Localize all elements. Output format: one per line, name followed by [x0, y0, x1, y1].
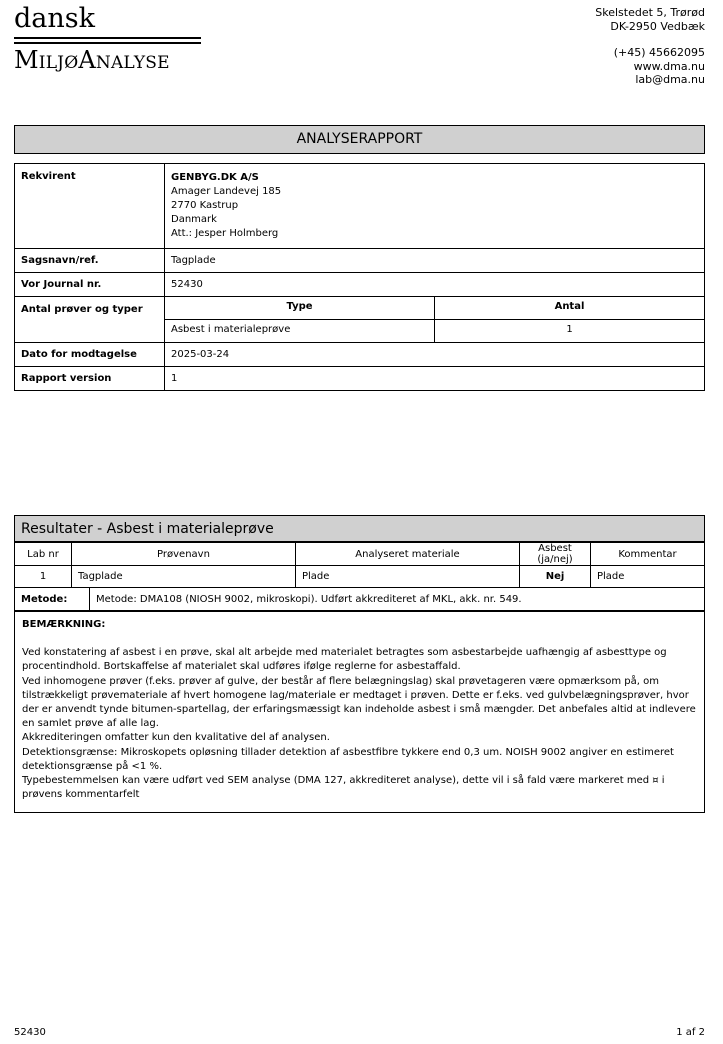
client-line: Att.: Jesper Holmberg — [171, 228, 279, 239]
remark-paragraph: Akkrediteringen omfatter kun den kvalitative del af analysen. — [22, 732, 330, 744]
received-label: Dato for modtagelse — [15, 343, 165, 367]
sample-count: 1 — [566, 324, 573, 335]
samples-count-header: Antal — [435, 297, 705, 320]
logo-line-dansk: dansk — [14, 3, 95, 34]
sample-type: Asbest i materialeprøve — [165, 320, 435, 343]
version-value: 1 — [165, 367, 705, 391]
samples-label: Antal prøver og typer — [15, 297, 165, 343]
cell-sample-name: Tagplade — [72, 566, 296, 588]
logo-rule — [14, 37, 201, 39]
case-value: Tagplade — [165, 249, 705, 273]
journal-value: 52430 — [165, 273, 705, 297]
col-sample-name: Prøvenavn — [72, 543, 296, 566]
remarks-title: BEMÆRKNING: — [22, 619, 106, 630]
footer-journal: 52430 — [14, 1027, 46, 1038]
journal-label: Vor Journal nr. — [15, 273, 165, 297]
samples-table — [165, 297, 704, 342]
case-label: Sagsnavn/ref. — [15, 249, 165, 273]
remark-paragraph: Detektionsgrænse: Mikroskopets opløsning tillader detektion af asbestfibre tykkere end 0,3 um. NOISH 9002 angiver en estimeret detektionsgrænse på <1 %. — [22, 746, 674, 772]
client-line: Amager Landevej 185 — [171, 186, 282, 197]
address-line-2: DK-2950 Vedbæk — [610, 19, 705, 33]
website-link[interactable]: www.dma.nu — [633, 59, 705, 73]
client-line: GENBYG.DK A/S — [171, 172, 259, 183]
method-value: Metode: DMA108 (NIOSH 9002, mikroskopi). Udført akkrediteret af MKL, akk. nr. 549. — [90, 588, 705, 612]
method-table — [14, 587, 705, 612]
client-value — [165, 164, 705, 249]
address-line-1: Skelstedet 5, Trørød — [595, 6, 705, 19]
company-logo — [14, 4, 204, 73]
samples-cell — [165, 297, 705, 343]
cell-comment: Plade — [591, 566, 705, 588]
remark-paragraph: Ved konstatering af asbest i en prøve, skal alt arbejde med materialet betragtes som asbestarbejde uafhængig af asbesttype og procentindhold. Bortskaffelse af materialet skal udføres ifølge reglerne for asbestaffald. — [22, 647, 667, 673]
cell-lab-nr: 1 — [15, 566, 72, 588]
info-table — [14, 163, 705, 391]
col-lab-nr: Lab nr — [15, 543, 72, 566]
logo-line-miljoanalyse: MiljøAnalyse — [14, 46, 170, 74]
email-link[interactable]: lab@dma.nu — [635, 73, 705, 86]
contact-block — [595, 6, 705, 87]
results-title: Resultater - Asbest i materialeprøve — [14, 515, 705, 542]
col-asbestos: Asbest (ja/nej) — [520, 543, 591, 566]
version-label: Rapport version — [15, 367, 165, 391]
received-value: 2025-03-24 — [165, 343, 705, 367]
report-title: ANALYSERAPPORT — [14, 125, 705, 154]
footer-page: 1 af 2 — [676, 1027, 705, 1038]
client-line: Danmark — [171, 214, 217, 225]
cell-material: Plade — [296, 566, 520, 588]
results-table — [14, 542, 705, 588]
remark-paragraph: Typebestemmelsen kan være udført ved SEM analyse (DMA 127, akkrediteret analyse), dette vil i så fald være markeret med ¤ i prøvens kommentarfelt — [22, 775, 665, 801]
remark-paragraph: Ved inhomogene prøver (f.eks. prøver af gulve, der består af flere belægningslag) skal prøvetageren være opmærksom på, om tilstrækkeligt prøvemateriale af hvert homogene lag/materiale er medtaget i prøven. Dette er f.eks. ved gulvbelægningsprøver, hvor der er anvendt tynde bitumen-spartellag, der erfaringsmæssigt kan indeholde asbest i små mængder. Det anbefales altid at indlevere en samlet prøve af alle lag. — [22, 675, 696, 730]
client-label: Rekvirent — [15, 164, 165, 249]
logo-rule — [14, 42, 201, 44]
phone: (+45) 45662095 — [613, 46, 705, 59]
col-material: Analyseret materiale — [296, 543, 520, 566]
col-comment: Kommentar — [591, 543, 705, 566]
table-row — [15, 566, 705, 588]
cell-asbestos: Nej — [520, 566, 591, 588]
method-label: Metode: — [15, 588, 90, 612]
client-line: 2770 Kastrup — [171, 200, 239, 211]
remarks-box — [14, 610, 705, 813]
samples-type-header: Type — [165, 297, 435, 320]
